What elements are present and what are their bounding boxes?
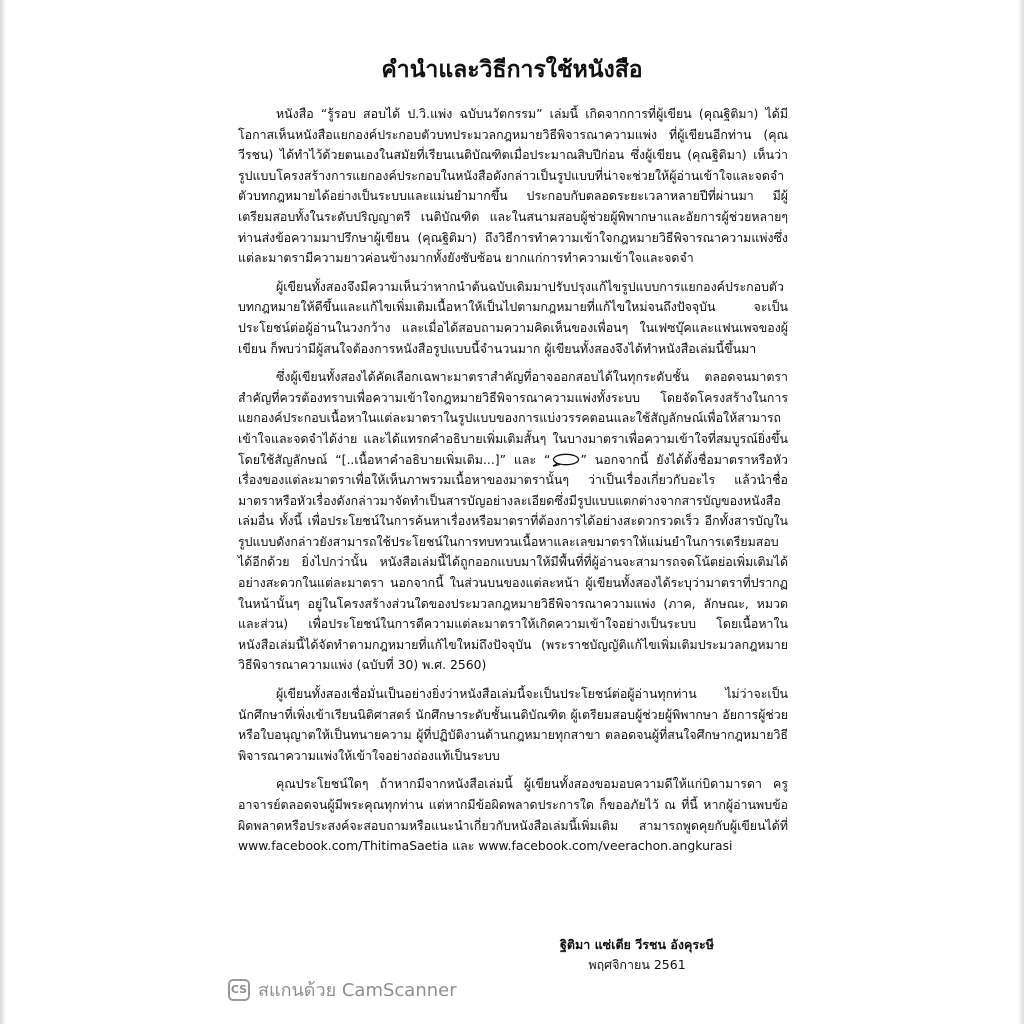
page-title: คำนำและวิธีการใช้หนังสือ [381, 57, 643, 83]
paragraph-2: ผู้เขียนทั้งสองจึงมีความเห็นว่าหากนำต้นฉบับเดิมมาปรับปรุงแก้ไขรูปแบบการแยกองค์ประกอบตัวบทกฎหมายให้ดีขึ้นและแก้ไขเพิ่มเติมเนื้อหาให้เป็นไปตามกฎหมายที่แก้ไขใหม่จนถึงปัจจุบัน จะเป็นประโยชน์ต่อผู้อ่านในวงกว้าง และเมื่อได้สอบถามความคิดเห็นของเพื่อนๆ ในเฟซบุ๊คและแฟนเพจของผู้เขียน ก็พบว่ามีผู้สนใจต้องการหนังสือรูปแบบนี้จำนวนมาก ผู้เขียนทั้งสองจึงได้ทำหนังสือเล่มนี้ขึ้นมา [238, 278, 788, 356]
scan-edge-right [1018, 0, 1024, 1024]
paragraph-5: คุณประโยชน์ใดๆ ถ้าหากมีจากหนังสือเล่มนี้ ผู้เขียนทั้งสองขอมอบความดีให้แก่บิดามารดา ครูอาจารย์ตลอดจนผู้มีพระคุณทุกท่าน แต่หากมีข้อผิดพลาดประการใด ก็ขออภัยไว้ ณ ที่นี้ หากผู้อ่านพบข้อผิดพลาดหรือประสงค์จะสอบถามหรือแนะนำเกี่ยวกับหนังสือเล่มนี้เพิ่มเติม สามารถพูดคุยกับผู้เขียนได้ที่ www.facebook.com/ThitimaSaetia และ www.facebook.com/veerachon.angkurasi [238, 776, 788, 854]
body-text [238, 104, 788, 865]
signature-date: พฤศจิกายน 2561 [588, 957, 686, 972]
camscanner-watermark [228, 975, 457, 1004]
watermark-text: สแกนด้วย CamScanner [258, 980, 457, 1001]
paragraph-3 [238, 367, 788, 676]
scan-edge-left [0, 0, 6, 1024]
paragraph-4: ผู้เขียนทั้งสองเชื่อมั่นเป็นอย่างยิ่งว่าหนังสือเล่มนี้จะเป็นประโยชน์ต่อผู้อ่านทุกท่าน ไม่ว่าจะเป็นนักศึกษาที่เพิ่งเข้าเรียนนิติศาสตร์ นักศึกษาระดับชั้นเนติบัณฑิต ผู้เตรียมสอบผู้ช่วยผู้พิพากษา อัยการผู้ช่วย หรือใบอนุญาตให้เป็นทนายความ ผู้ที่ปฏิบัติงานด้านกฎหมายทุกสาขา ตลอดจนผู้ที่สนใจศึกษากฎหมายวิธีพิจารณาความแพ่งให้เข้าใจอย่างถ่องแท้เป็นระบบ [238, 686, 788, 763]
speech-bubble-icon [550, 453, 580, 467]
paragraph-3-before-icon: ซึ่งผู้เขียนทั้งสองได้คัดเลือกเฉพาะมาตราสำคัญที่อาจออกสอบได้ในทุกระดับชั้น ตลอดจนมาตราสำคัญที่ควรต้องทราบเพื่อความเข้าใจกฎหมายวิธีพิจารณาความแพ่งทั้งระบบ โดยจัดโครงสร้างในการแยกองค์ประกอบเนื้อหาในแต่ละมาตราในรูปแบบของการแบ่งวรรคตอนและใช้สัญลักษณ์เพื่อให้สามารถเข้าใจและจดจำได้ง่าย และได้แทรกคำอธิบายเพิ่มเติมสั้นๆ ในบางมาตราเพื่อความเข้าใจที่สมบูรณ์ยิ่งขึ้น โดยใช้สัญลักษณ์ “[..เนื้อหาคำอธิบายเพิ่มเติม...]” และ “ [238, 369, 788, 467]
camscanner-logo-icon: CS [228, 979, 250, 1001]
signature-block [0, 935, 1024, 975]
author-names: ฐิติมา แซ่เตีย วีรชน อังคุระษี [560, 937, 714, 952]
paragraph-1: หนังสือ “รู้รอบ สอบได้ ป.วิ.แพ่ง ฉบับนวัตกรรม” เล่มนี้ เกิดจากการที่ผู้เขียน (คุณฐิติมา) ได้มีโอกาสเห็นหนังสือแยกองค์ประกอบตัวบทประมวลกฎหมายวิธีพิจารณาความแพ่ง ที่ผู้เขียนอีกท่าน (คุณวีรชน) ได้ทำไว้ด้วยตนเองในสมัยที่เรียนเนติบัณฑิตเมื่อประมาณสิบปีก่อน ซึ่งผู้เขียน (คุณฐิติมา) เห็นว่ารูปแบบโครงสร้างการแยกองค์ประกอบในหนังสือดังกล่าวเป็นรูปแบบที่น่าจะช่วยให้ผู้อ่านเข้าใจและจดจำตัวบทกฎหมายได้อย่างเป็นระบบและแม่นยำมากขึ้น ประกอบกับตลอดระยะเวลาหลายปีที่ผ่านมา มีผู้เตรียมสอบทั้งในระดับปริญญาตรี เนติบัณฑิต และในสนามสอบผู้ช่วยผู้พิพากษาและอัยการผู้ช่วยหลายๆ ท่านส่งข้อความมาปรึกษาผู้เขียน (คุณฐิติมา) ถึงวิธีการทำความเข้าใจกฎหมายวิธีพิจารณาความแพ่งซึ่งแต่ละมาตรามีความยาวค่อนข้างมากทั้งยังซับซ้อน ยากแก่การทำความเข้าใจและจดจำ [238, 106, 788, 266]
paragraph-3-after-icon: ” นอกจากนี้ ยังได้ตั้งชื่อมาตราหรือหัวเรื่องของแต่ละมาตราเพื่อให้เห็นภาพรวมเนื้อหาของมาตรานั้นๆ ว่าเป็นเรื่องเกี่ยวกับอะไร แล้วนำชื่อมาตราหรือหัวเรื่องดังกล่าวมาจัดทำเป็นสารบัญอย่างละเอียดซึ่งมีรูปแบบแตกต่างจากสารบัญของหนังสือเล่มอื่น ทั้งนี้ เพื่อประโยชน์ในการค้นหาเรื่องหรือมาตราที่ต้องการได้อย่างสะดวกรวดเร็ว อีกทั้งสารบัญในรูปแบบดังกล่าวยังสามารถใช้ประโยชน์ในการทบทวนเนื้อหาและเลขมาตราให้แม่นยำในการเตรียมสอบได้อีกด้วย ยิ่งไปกว่านั้น หนังสือเล่มนี้ได้ถูกออกแบบมาให้มีพื้นที่ที่ผู้อ่านจะสามารถจดโน้ตย่อเพิ่มเติมได้อย่างสะดวกในแต่ละมาตรา นอกจากนี้ ในส่วนบนของแต่ละหน้า ผู้เขียนทั้งสองได้ระบุว่ามาตราที่ปรากฏในหน้านั้นๆ อยู่ในโครงสร้างส่วนใดของประมวลกฎหมายวิธีพิจารณาความแพ่ง (ภาค, ลักษณะ, หมวด และส่วน) เพื่อประโยชน์ในการตีความแต่ละมาตราให้เกิดความเข้าใจอย่างเป็นระบบ โดยเนื้อหาในหนังสือเล่มนี้ได้จัดทำตามกฎหมายที่แก้ไขใหม่ถึงปัจจุบัน (พระราชบัญญัติแก้ไขเพิ่มเติมประมวลกฎหมายวิธีพิจารณาความแพ่ง (ฉบับที่ 30) พ.ศ. 2560) [238, 451, 788, 673]
